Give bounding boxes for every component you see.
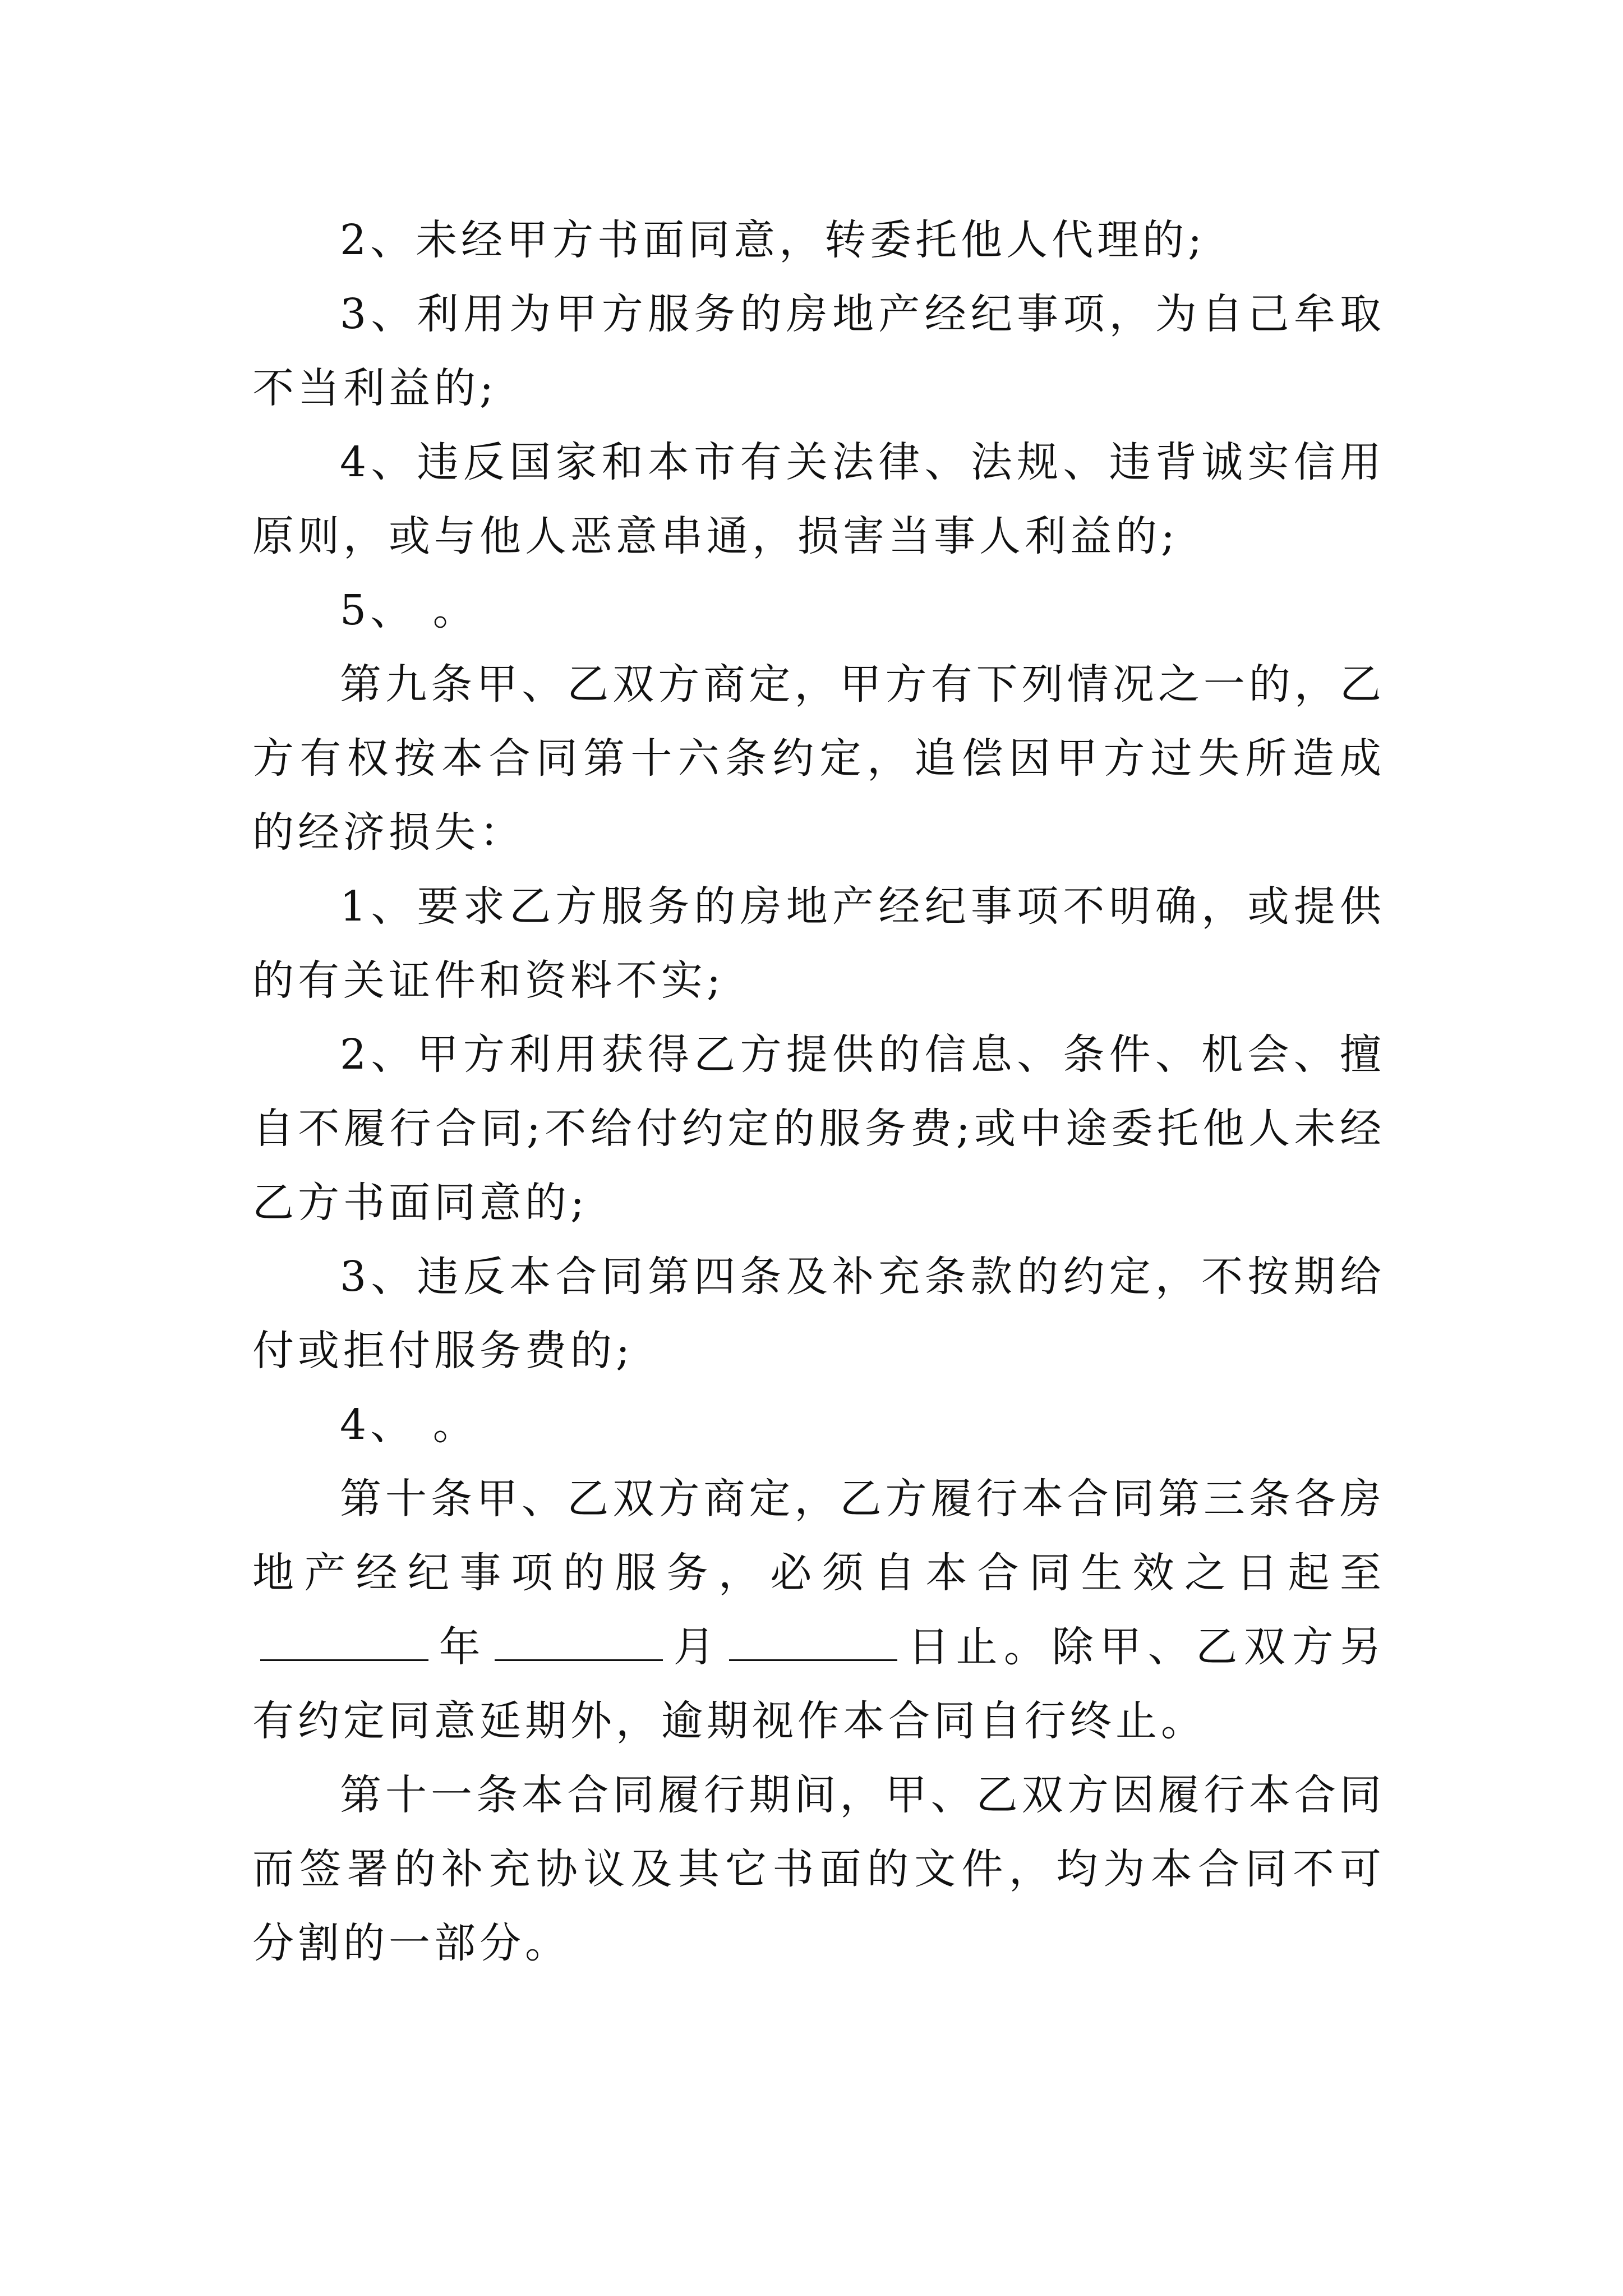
paragraph-article-9-item-3: 3、违反本合同第四条及补充条款的约定，不按期给付或拒付服务费的; — [252, 1253, 1385, 1375]
paragraph-article-11: 第十一条本合同履行期间，甲、乙双方因履行本合同而签署的补充协议及其它书面的文件，均为本合同不可分割的一部分。 — [252, 1771, 1385, 1967]
paragraph-clause-4: 4、违反国家和本市有关法律、法规、违背诚实信用原则，或与他人恶意串通，损害当事人利益的; — [252, 438, 1385, 560]
blank-year — [260, 1626, 428, 1661]
paragraph-clause-2: 2、未经甲方书面同意，转委托他人代理的; — [340, 216, 1206, 264]
paragraph-article-10 — [252, 1462, 1385, 1758]
paragraph-article-9-item-4: 4、 。 — [340, 1401, 478, 1449]
paragraph-clause-5: 5、 。 — [340, 586, 478, 634]
blank-month — [495, 1626, 663, 1661]
paragraph-article-9-item-2: 2、甲方利用获得乙方提供的信息、条件、机会、擅自不履行合同;不给付约定的服务费;或中途委托他人未经乙方书面同意的; — [252, 1030, 1385, 1227]
blank-day — [729, 1626, 897, 1661]
paragraph-article-9-item-1: 1、要求乙方服务的房地产经纪事项不明确，或提供的有关证件和资料不实; — [252, 882, 1385, 1005]
paragraph-article-9: 第九条甲、乙双方商定，甲方有下列情况之一的，乙方有权按本合同第十六条约定，追偿因甲方过失所造成的经济损失： — [252, 660, 1385, 857]
article-10-month-label: 月 — [671, 1623, 722, 1671]
document-body — [252, 203, 1385, 1980]
article-10-text-start: 第十条甲、乙双方商定，乙方履行本合同第三条各房地产经纪事项的服务，必须自本合同生效之日起至 — [252, 1475, 1385, 1597]
paragraph-clause-3: 3、利用为甲方服务的房地产经纪事项，为自己牟取不当利益的; — [252, 290, 1385, 412]
article-10-year-label: 年 — [436, 1623, 487, 1671]
article-10-text-end: 日止。除甲、乙双方另有约定同意延期外，逾期视作本合同自行终止。 — [252, 1623, 1386, 1745]
